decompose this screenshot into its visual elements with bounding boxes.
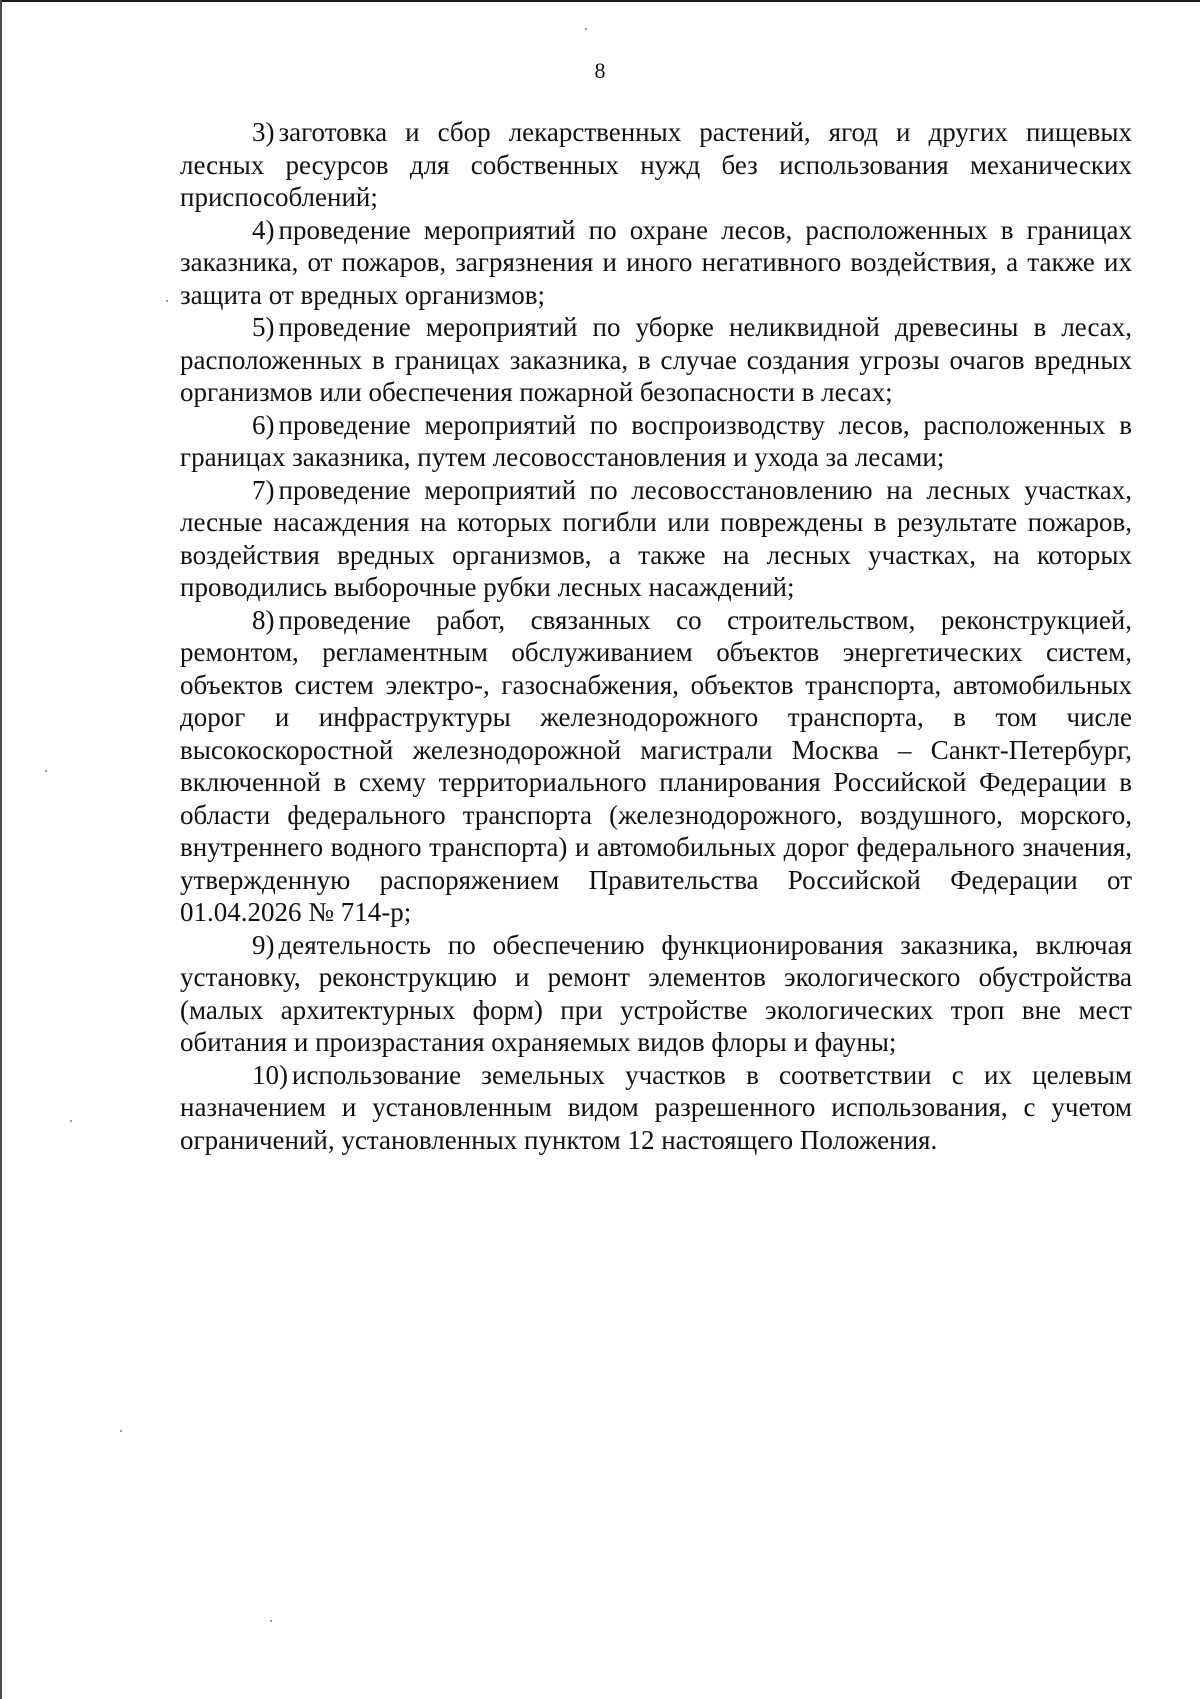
scan-speck <box>585 28 587 30</box>
scan-speck <box>70 1120 72 1122</box>
item-text: проведение мероприятий по воспроизводству лесов, расположенных в границах заказника, путем лесовосстановления и ухода за лесами; <box>180 409 1132 472</box>
list-item <box>180 604 1132 929</box>
list-item <box>180 1059 1132 1157</box>
scan-speck <box>166 300 168 302</box>
item-text: проведение работ, связанных со строительством, реконструкцией, ремонтом, регламентным обслуживанием объектов энергетических систем, объектов систем электро-, газоснабжения, объектов транспорта, автомобильных дорог и инфраструктуры железнодорожного транспорта, в том числе высокоскоростной железнодорожной магистрали Москва – Санкт-Петербург, включенной в схему территориального планирования Российской Федерации в области федерального транспорта (железнодорожного, воздушного, морского, внутреннего водного транспорта) и автомобильных дорог федерального значения, утвержденную распоряжением Правительства Российской Федерации от 01.04.2026 № 714-р; <box>180 604 1132 927</box>
list-item <box>180 929 1132 1059</box>
item-number: 10) <box>252 1059 288 1090</box>
page-number: 8 <box>594 58 606 83</box>
list-item <box>180 214 1132 312</box>
scan-speck <box>120 1430 122 1432</box>
item-text: проведение мероприятий по уборке неликвидной древесины в лесах, расположенных в границах заказника, в случае создания угрозы очагов вредных организмов или обеспечения пожарной безопасности в лесах; <box>180 312 1132 407</box>
scan-speck <box>270 1620 272 1622</box>
item-number: 7) <box>252 474 275 505</box>
item-number: 5) <box>252 312 275 342</box>
item-number: 8) <box>252 604 275 635</box>
item-text: деятельность по обеспечению функционирования заказника, включая установку, реконструкцию и ремонт элементов экологического обустройства (малых архитектурных форм) при устройстве экологических троп вне мест обитания и произрастания охраняемых видов флоры и фауны; <box>180 929 1132 1057</box>
list-item <box>180 311 1132 409</box>
list-item <box>180 474 1132 604</box>
item-number: 4) <box>252 214 275 245</box>
item-text: проведение мероприятий по охране лесов, расположенных в границах заказника, от пожаров, загрязнения и иного негативного воздействия, а также их защита от вредных организмов; <box>180 214 1132 310</box>
list-item <box>180 116 1132 214</box>
item-text: использование земельных участков в соответствии с их целевым назначением и установленным видом разрешенного использования, с учетом ограничений, установленных пунктом 12 настоящего Положения. <box>180 1059 1132 1155</box>
item-number: 9) <box>252 929 275 960</box>
scan-speck <box>45 770 47 772</box>
item-number: 3) <box>252 117 275 147</box>
item-number: 6) <box>252 409 275 440</box>
scan-edge-top <box>0 0 1200 2</box>
scan-edge-left <box>0 0 2 1699</box>
item-text: заготовка и сбор лекарственных растений, ягод и других пищевых лесных ресурсов для собственных нужд без использования механических приспособлений; <box>180 117 1132 212</box>
list-item <box>180 409 1132 474</box>
item-text: проведение мероприятий по лесовосстановлению на лесных участках, лесные насаждения на которых погибли или повреждены в результате пожаров, воздействия вредных организмов, а также на лесных участках, на которых проводились выборочные рубки лесных насаждений; <box>180 474 1132 602</box>
document-body <box>180 116 1132 1156</box>
